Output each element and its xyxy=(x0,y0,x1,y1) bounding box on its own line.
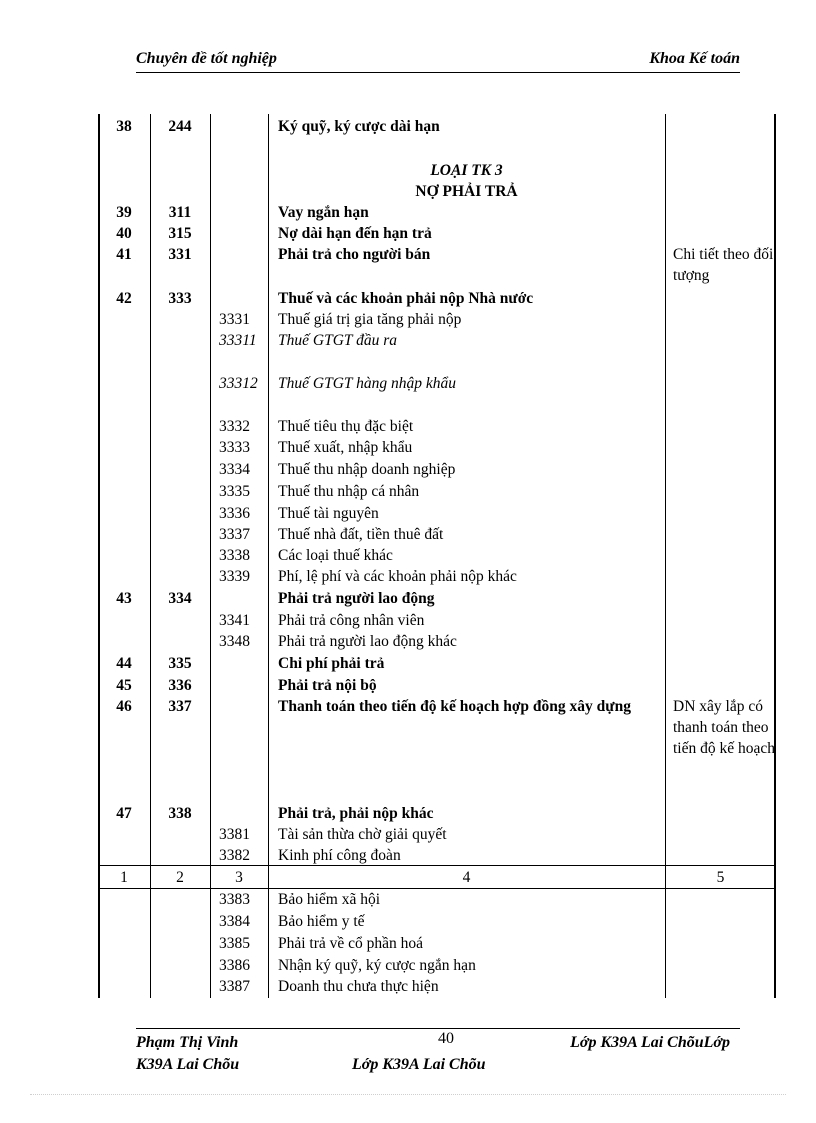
page-edge-divider xyxy=(30,1094,786,1095)
account-name: Phải trả cho người bán xyxy=(278,246,431,263)
footer-class-repeat: Lớp K39A Lai Chõu xyxy=(352,1056,486,1073)
column-number: 2 xyxy=(176,869,184,886)
sub-account-code: 3337 xyxy=(219,526,250,543)
sub-account-code: 3383 xyxy=(219,891,250,908)
account-name: Chi phí phải trả xyxy=(278,655,385,672)
sub-account-code: 3341 xyxy=(219,612,250,629)
sub-account-code: 3334 xyxy=(219,461,250,478)
footer-class: Lớp K39A Lai ChõuLớp xyxy=(570,1034,730,1051)
sub-account-code: 3387 xyxy=(219,978,250,995)
account-code: 338 xyxy=(168,805,192,822)
row-number: 46 xyxy=(116,698,132,715)
row-number: 38 xyxy=(116,118,132,135)
sub-account-name: Thuế tài nguyên xyxy=(278,505,379,522)
account-code: 336 xyxy=(168,677,192,694)
account-name: Phải trả nội bộ xyxy=(278,677,377,694)
sub-account-code: 3385 xyxy=(219,935,250,952)
sub-account-name: Các loại thuế khác xyxy=(278,547,393,564)
row-number: 42 xyxy=(116,290,132,307)
sub-account-code: 3381 xyxy=(219,826,250,843)
account-name: Thuế và các khoản phải nộp Nhà nước xyxy=(278,290,534,307)
sub-account-code: 3332 xyxy=(219,418,250,435)
account-code: 337 xyxy=(168,698,192,715)
sub-account-code: 3382 xyxy=(219,847,250,864)
account-name: Ký quỹ, ký cược dài hạn xyxy=(278,118,440,135)
header-title: Chuyên đề tốt nghiệp xyxy=(136,50,277,67)
account-note: DN xây lắp có thanh toán theo tiến độ kế hoạch xyxy=(673,698,776,757)
sub-account-name: Thuế thu nhập doanh nghiệp xyxy=(278,461,456,478)
account-code: 244 xyxy=(168,118,192,135)
sub-account-code: 33311 xyxy=(219,332,257,349)
sub-account-code: 3336 xyxy=(219,505,250,522)
sub-account-name: Doanh thu chưa thực hiện xyxy=(278,978,439,995)
account-code: 335 xyxy=(168,655,192,672)
sub-account-code: 33312 xyxy=(219,375,258,392)
sub-account-name: Tài sản thừa chờ giải quyết xyxy=(278,826,447,843)
account-code: 315 xyxy=(168,225,192,242)
row-number: 44 xyxy=(116,655,132,672)
account-name: Thanh toán theo tiến độ kế hoạch hợp đồng xây dựng xyxy=(278,698,631,715)
sub-account-name: Phải trả về cổ phần hoá xyxy=(278,935,424,952)
account-name: Phải trả người lao động xyxy=(278,590,435,607)
sub-account-name: Thuế tiêu thụ đặc biệt xyxy=(278,418,414,435)
account-code: 334 xyxy=(168,590,192,607)
sub-account-name: Thuế xuất, nhập khẩu xyxy=(278,439,413,456)
column-number: 3 xyxy=(235,869,243,886)
sub-account-code: 3335 xyxy=(219,483,250,500)
sub-account-code: 3386 xyxy=(219,957,250,974)
column-number: 4 xyxy=(462,869,471,886)
sub-account-name: Phải trả người lao động khác xyxy=(278,633,457,650)
account-code: 311 xyxy=(168,204,192,221)
account-name: Vay ngắn hạn xyxy=(278,204,369,221)
account-table xyxy=(98,114,776,998)
sub-account-code: 3333 xyxy=(219,439,250,456)
sub-account-name: Phí, lệ phí và các khoản phải nộp khác xyxy=(278,568,517,585)
row-number: 41 xyxy=(116,246,132,263)
sub-account-name: Thuế giá trị gia tăng phải nộp xyxy=(278,311,462,328)
sub-account-name: Kinh phí công đoàn xyxy=(278,847,401,864)
row-number: 47 xyxy=(116,805,132,822)
row-number: 43 xyxy=(116,590,132,607)
sub-account-name: Thuế thu nhập cá nhân xyxy=(278,483,420,500)
sub-account-name: Bảo hiểm y tế xyxy=(278,913,365,930)
account-note: Chi tiết theo đối tượng xyxy=(673,246,774,284)
sub-account-name: Phải trả công nhân viên xyxy=(278,612,425,629)
account-code: 331 xyxy=(168,246,192,263)
footer-author: Phạm Thị Vinh xyxy=(136,1034,239,1051)
account-code: 333 xyxy=(168,290,192,307)
page-number: 40 xyxy=(438,1030,454,1047)
page-header xyxy=(136,50,740,73)
sub-account-code: 3331 xyxy=(219,311,250,328)
sub-account-code: 3348 xyxy=(219,633,250,650)
row-number: 40 xyxy=(116,225,132,242)
sub-account-code: 3339 xyxy=(219,568,250,585)
sub-account-name: Thuế nhà đất, tiền thuê đất xyxy=(278,526,444,543)
account-name: Phải trả, phải nộp khác xyxy=(278,805,434,822)
section-title: NỢ PHẢI TRẢ xyxy=(415,183,518,200)
row-number: 39 xyxy=(116,204,132,221)
sub-account-name: Nhận ký quỹ, ký cược ngắn hạn xyxy=(278,957,476,974)
column-number: 5 xyxy=(716,869,725,886)
sub-account-name: Bảo hiểm xã hội xyxy=(278,891,381,908)
footer-class-continued: K39A Lai Chõu xyxy=(136,1056,240,1073)
header-department: Khoa Kế toán xyxy=(649,50,740,67)
sub-account-code: 3338 xyxy=(219,547,250,564)
section-heading: LOẠI TK 3 xyxy=(430,162,503,179)
sub-account-code: 3384 xyxy=(219,913,250,930)
column-number: 1 xyxy=(120,869,128,886)
sub-account-name: Thuế GTGT hàng nhập khẩu xyxy=(278,375,456,392)
row-number: 45 xyxy=(116,677,132,694)
footer-rule xyxy=(136,1028,740,1029)
sub-account-name: Thuế GTGT đầu ra xyxy=(278,332,398,349)
account-name: Nợ dài hạn đến hạn trả xyxy=(278,225,432,242)
